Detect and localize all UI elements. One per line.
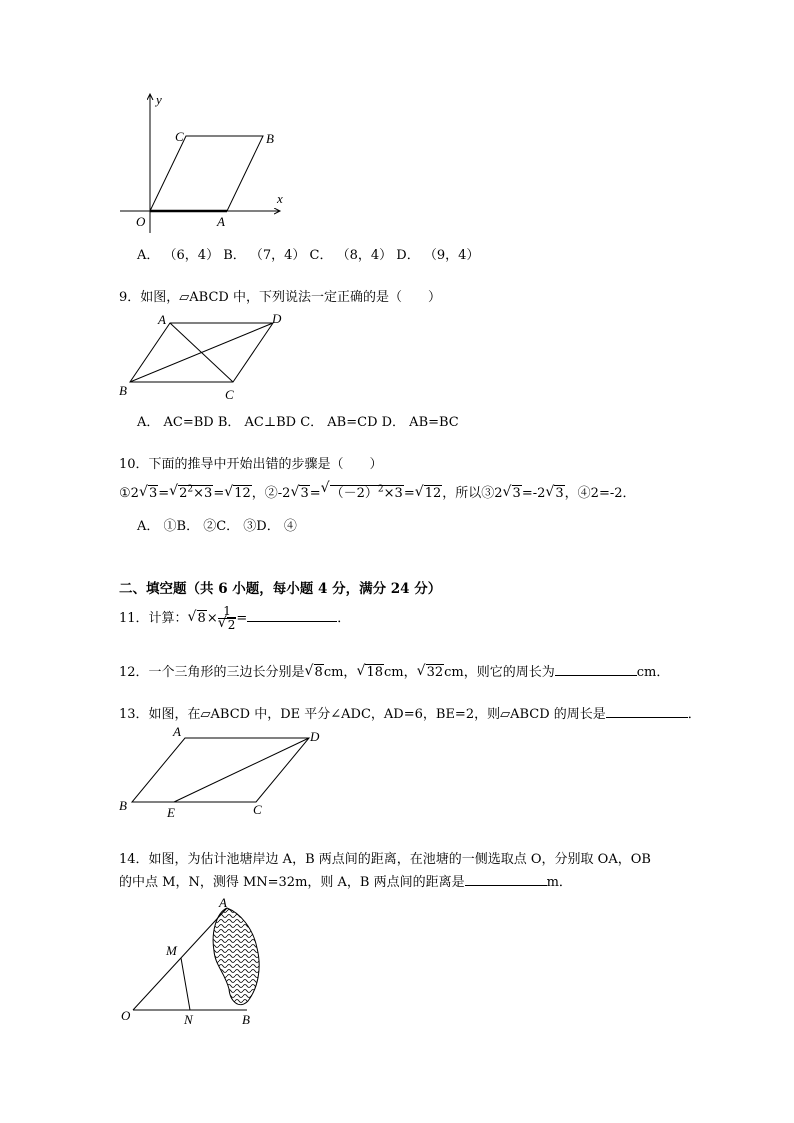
segment-OA bbox=[133, 908, 227, 1010]
q13-figure bbox=[115, 724, 335, 824]
label-C: C bbox=[253, 802, 262, 817]
label-D: D bbox=[310, 729, 320, 744]
label-O: O bbox=[121, 1008, 131, 1023]
label-N: N bbox=[184, 1012, 193, 1027]
label-M: M bbox=[166, 943, 177, 958]
diagonal-BD bbox=[130, 323, 273, 382]
label-A: A bbox=[217, 214, 225, 229]
label-y: y bbox=[156, 92, 162, 107]
segment-DE bbox=[174, 738, 309, 802]
q9-options: A． AC=BD B． AC⊥BD C． AB=CD D． AB=BC bbox=[137, 415, 459, 430]
label-A: A bbox=[219, 895, 227, 910]
section-title: 二、填空题（共 6 小题，每小题 4 分，满分 24 分） bbox=[119, 581, 442, 597]
label-B: B bbox=[119, 798, 127, 813]
q14-figure bbox=[115, 893, 285, 1028]
label-A: A bbox=[173, 724, 181, 739]
parallelogram-OABC bbox=[150, 136, 263, 211]
label-A: A bbox=[158, 312, 166, 327]
q11: 11．计算：√ 8× 1 √ 2 = ． bbox=[119, 605, 350, 632]
q8-options: A． （6，4） B． （7，4） C． （8，4） D． （9，4） bbox=[137, 248, 480, 263]
label-O: O bbox=[136, 214, 146, 229]
pond bbox=[213, 908, 259, 1005]
label-C: C bbox=[225, 387, 234, 402]
q12: 12．一个三角形的三边长分别是√ 8cm，√ 18cm，√ 32cm，则它的周长为 cm． bbox=[119, 661, 669, 680]
q14-line2: 的中点 M，N，测得 MN=32m，则 A，B 两点间的距离是 m． bbox=[119, 875, 572, 890]
q10-derivation: ①2√ 3=√ $2^2\times 3=√$ 12，②-2√ 3=√ $(-2)^2\times 3=√$ 12，所以③2√ 3=-2√ 3，④2=-2． bbox=[119, 482, 636, 501]
q8-figure bbox=[110, 88, 300, 233]
q13: 13．如图，在▱ABCD 中，DE 平分∠ADC，AD=6，BE=2，则▱ABCD 的周长是 ． bbox=[119, 707, 701, 722]
parallelogram-ABCD bbox=[132, 738, 309, 802]
q9-stem: 9．如图，▱ABCD 中，下列说法一定正确的是（ ） bbox=[119, 290, 441, 305]
q10-options: A． ①B． ②C． ③D． ④ bbox=[137, 519, 297, 534]
label-B: B bbox=[242, 1012, 250, 1027]
segment-MN bbox=[181, 958, 190, 1010]
q10-stem: 10．下面的推导中开始出错的步骤是（ ） bbox=[119, 457, 383, 472]
label-C: C bbox=[175, 129, 184, 144]
label-D: D bbox=[272, 311, 282, 326]
q9-figure bbox=[115, 310, 295, 405]
q14-line1: 14．如图，为估计池塘岸边 A，B 两点间的距离，在池塘的一侧选取点 O，分别取 OA，OB bbox=[119, 852, 651, 867]
label-x: x bbox=[277, 191, 283, 206]
label-E: E bbox=[167, 805, 175, 820]
label-B: B bbox=[266, 131, 274, 146]
label-B: B bbox=[119, 383, 127, 398]
